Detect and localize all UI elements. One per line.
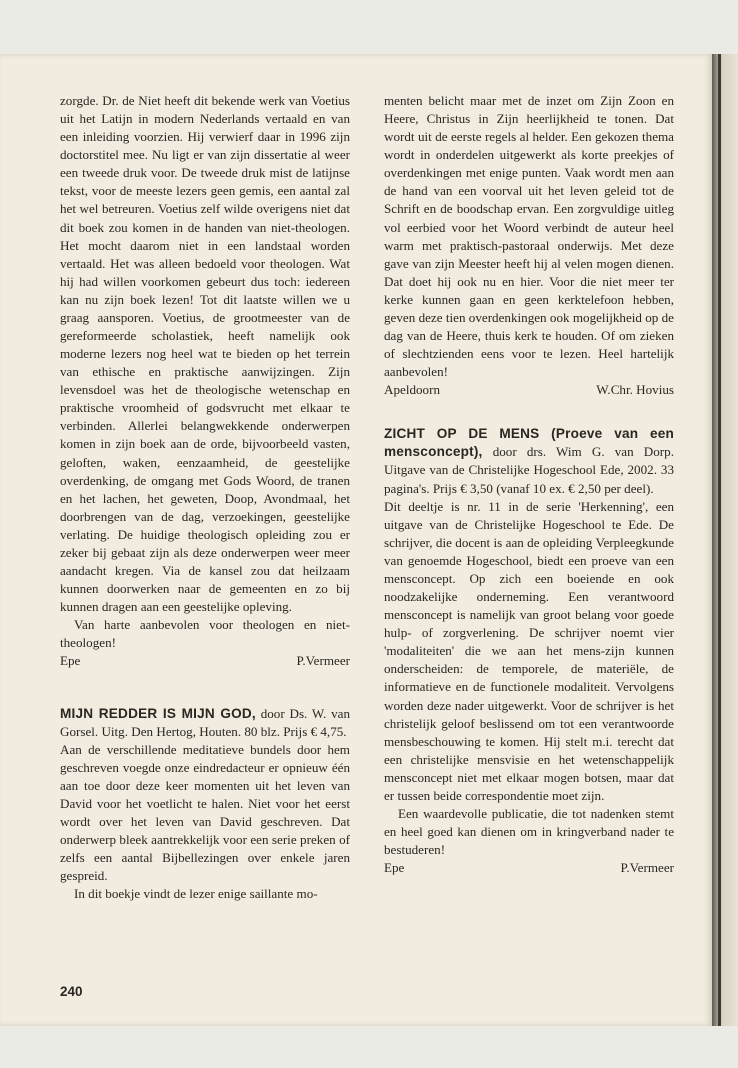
review2-body: Aan de verschillende meditatieve bundels door hem geschreven voegde onze eindredacteur er opnieuw één aan toe door deze keer momenten uit het leven van David voor het voetlicht te halen. Niet voor het eerst wordt over het leven van David geschreven. Dat onderwerp bleek aantrekkelijk voor een serie preken of zelfs een aantal Bijbellezingen over enkele jaren gespreid.: [60, 741, 350, 884]
review1-closing: Van harte aanbevolen voor theologen en niet-theologen!: [60, 617, 350, 651]
gutter-edge: [718, 54, 721, 1026]
reviewer-place: Apeldoorn: [384, 382, 441, 398]
review3-title: ZICHT OP DE MENS (Proeve van een mensconcept),: [384, 426, 674, 460]
review1-body: zorgde. Dr. de Niet heeft dit bekende werk van Voetius uit het Latijn in modern Nederlands vertaald en van een inleiding voorzien. Hij verwierf daar in 1996 zijn doctorstitel mee. Nu ligt er van zijn dissertatie al weer een tweede druk voor. De tweede druk mist de latijnse tekst, voor de meeste lezers geen gemis, een aantal zal het wel betreuren. Voetius zelf wilde overigens niet dat dit boek zou komen in de handen van niet-theologen. Het mocht daarom niet in een landstaal worden vertaald. Het was alleen bedoeld voor theologen. Wat hij had willen voorkomen gebeurt dus toch: iedereen kan nu zijn boek lezen! Tot dit laatste willen we u graag aansporen. Voetius, de grootmeester van de gereformeerde scholastiek, heeft namelijk ook moderne lezers nog heel wat te bieden op het terrein van ethische en praktische aanwijzingen. Zijn levensdoel was het de theologische wetenschap en praktische vroomheid of godsvrucht met elkaar te verbinden. Allerlei belangwekkende onderwerpen komen in zijn boek aan de orde, bijvoorbeeld vasten, geloften, waken, eenzaamheid, de geestelijke overdenking, de omgang met Gods Woord, de tranen en het lachen, het geweten, Doop, Avondmaal, het doorbrengen van de dag, verzoekingen, geestelijke verlating. De huidige theologisch opleiding zou er zeker bij gebaat zijn als deze onderwerpen weer meer aandacht kregen. Via de kansel zou dat heilzaam kunnen doorwerken naar de gemeenten en zo bij kunnen dragen aan een geestelijke opleving.: [60, 93, 350, 615]
reviewer-place: Epe: [384, 860, 405, 876]
review2-body-cont: In dit boekje vindt de lezer enige saillante mo-: [74, 886, 318, 902]
review3-details: door drs. Wim G. van Dorp. Uitgave van de Christelijke Hogeschool Ede, 2002. 33 pagina's. Prijs € 3,50 (vanaf 10 ex. € 2,50 per deel).: [384, 444, 674, 496]
left-column: [60, 92, 350, 903]
review3-body: Dit deeltje is nr. 11 in de serie 'Herkenning', een uitgave van de Christelijke Hogeschool te Ede. De schrijver, die docent is aan de opleiding Verpleegkunde van genoemde Hogeschool, biedt een proeve van een mensconcept. Op zich een boeiende en ook noodzakelijke onderneming. Een verantwoord mensconcept is namelijk van groot belang voor goede hulp- of zorgverlening. De schrijver noemt vier 'modaliteiten' die we aan het mens-zijn kunnen onderscheiden: de temporele, de materiële, de informatieve en de functionele modaliteit. Vervolgens worden deze nader uitgewerkt. Voor de schrijver is het christelijk geloof beslissend om tot een verantwoorde mensbeschouwing te komen. Hij stelt m.i. terecht dat een christelijke mensvisie en het wetenschappelijk mensconcept niet met elkaar mogen botsen, maar dat er tussen beide correspondentie moet zijn.: [384, 498, 674, 803]
review2-heading: [60, 705, 350, 741]
review3-closing: Een waardevolle publicatie, die tot nadenken stemt en heel goed kan dienen om in kringverband nader te bestuderen!: [384, 805, 674, 858]
review2-signature: [384, 381, 674, 399]
reviewer-name: P.Vermeer: [620, 860, 674, 876]
reviewer-name: P.Vermeer: [296, 653, 350, 669]
review3-heading: [384, 425, 674, 497]
review2-continued: menten belicht maar met de inzet om Zijn Zoon en Heere, Christus in Zijn heerlijkheid te tonen. Dat wordt uit de eerste regels al helder. Een gekozen thema wordt in onderdelen uitgewerkt als korte preekjes of overdenkingen met enige punten. Vaak wordt men aan de hand van een voorval uit het leven geleid tot de Schrift en de boodschap ervan. Een zorgvuldige uitleg vol eerbied voor het Woord verbindt de auteur heel warm met praktisch-pastoraal onderwijs. Met deze gave van zijn Meester heeft hij al velen mogen dienen. Dat doet hij ook nu en hier. Voor die niet meer ter kerke kunnen gaan en geen kerktelefoon hebben, geven deze tien overdenkingen ook mogelijkheid op de dag van de Heere, thuis kerk te houden. Of om zieken of slechtzienden eens voor te lezen. Heel hartelijk aanbevolen!: [384, 93, 674, 380]
right-column: [384, 92, 674, 877]
review2-title: MIJN REDDER IS MIJN GOD,: [60, 705, 256, 721]
page-number: 240: [60, 984, 83, 999]
review2-details: door Ds. W. van Gorsel. Uitg. Den Hertog, Houten. 80 blz. Prijs € 4,75.: [60, 705, 350, 739]
reviewer-name: W.Chr. Hovius: [596, 382, 674, 398]
book-gutter: [712, 54, 738, 1026]
reviewer-place: Epe: [60, 653, 81, 669]
review3-signature: [384, 859, 674, 877]
review1-signature: [60, 652, 350, 670]
